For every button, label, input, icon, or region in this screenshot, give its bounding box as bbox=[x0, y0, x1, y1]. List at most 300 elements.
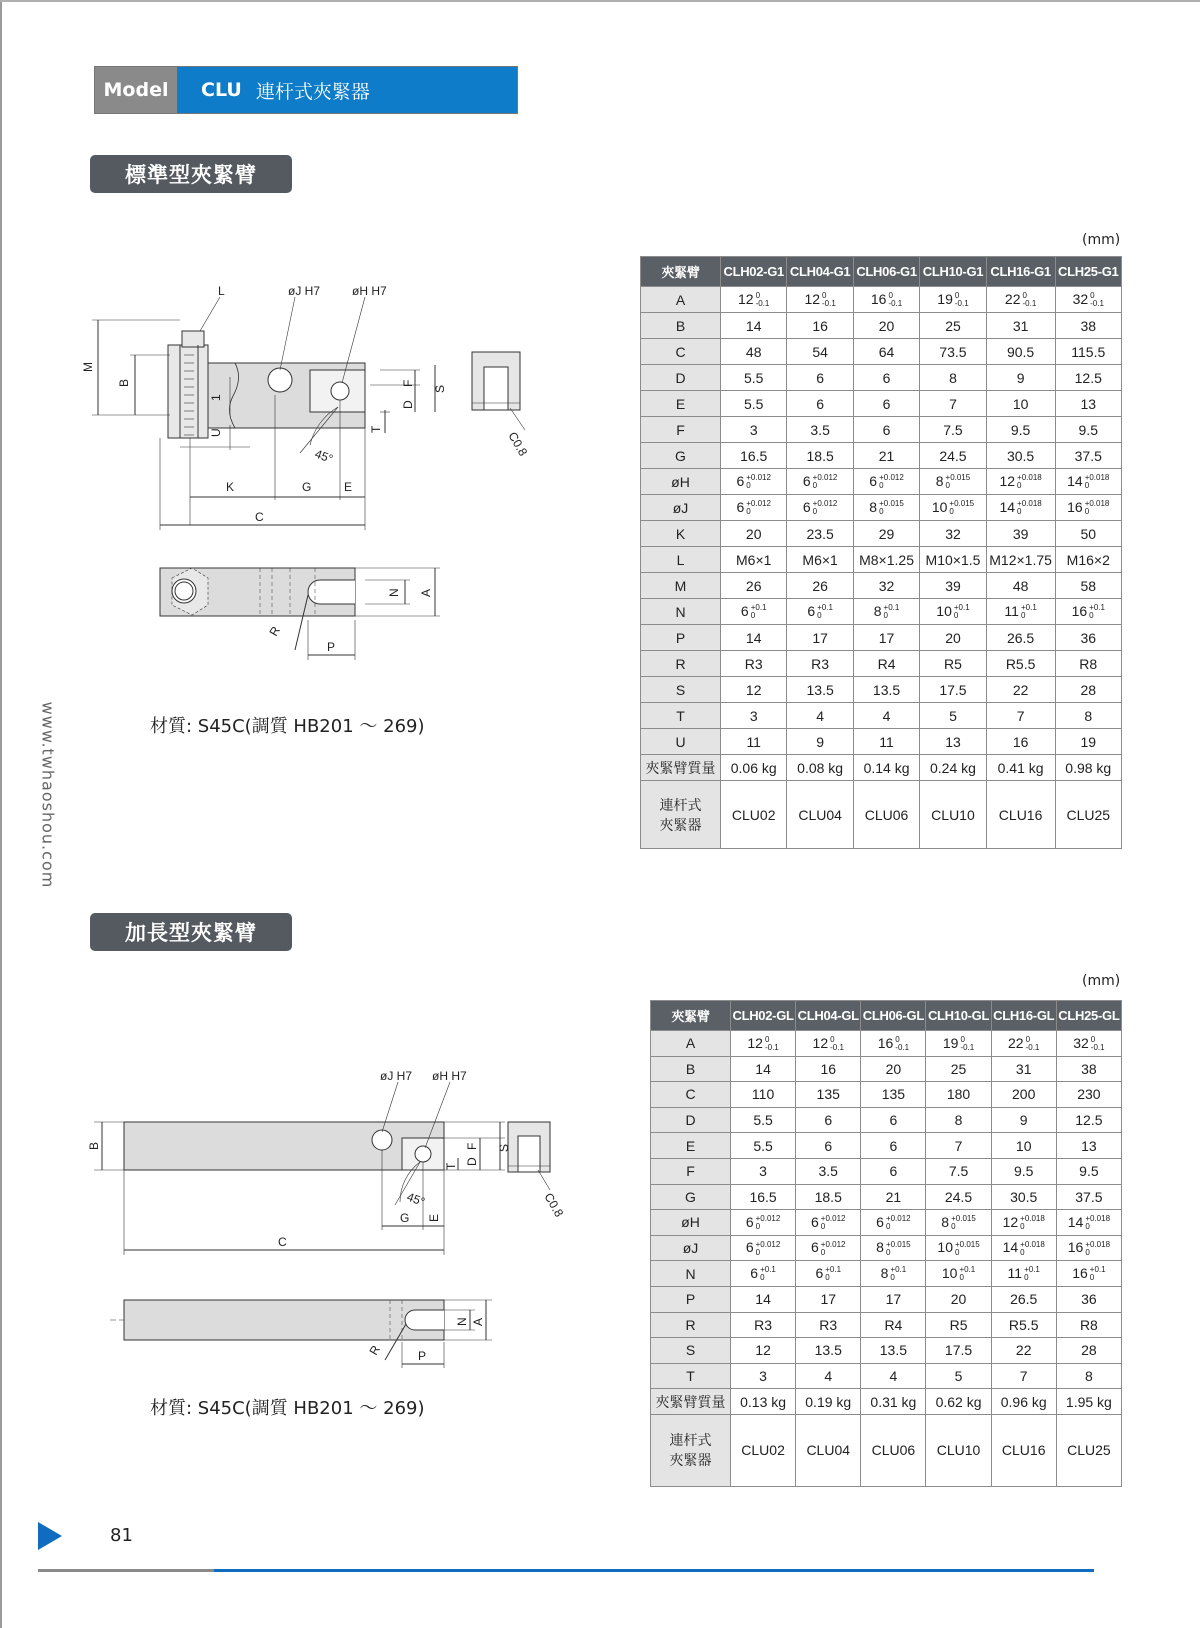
cell-value: 6 bbox=[824, 1137, 833, 1154]
table-row bbox=[641, 755, 1122, 781]
table-cell bbox=[986, 443, 1055, 469]
table-cell bbox=[861, 1107, 926, 1133]
cell-value: 0.08 kg bbox=[797, 759, 844, 776]
table-cell bbox=[1056, 1389, 1121, 1415]
model-cell: CLU25 bbox=[1055, 781, 1121, 849]
drawing1-label-U: U bbox=[209, 428, 223, 437]
table-cell bbox=[1056, 1286, 1121, 1312]
tolerance: +0.015 0 bbox=[949, 499, 975, 517]
table-cell bbox=[926, 1389, 991, 1415]
tolerance: 0 -0.1 bbox=[1025, 1034, 1040, 1052]
cell-value: 32 bbox=[945, 525, 961, 542]
cell-value: 17 bbox=[812, 629, 828, 646]
table-row bbox=[641, 547, 1122, 573]
cell-value: 12 bbox=[1002, 1213, 1019, 1230]
cell-value: 37.5 bbox=[1074, 447, 1102, 464]
table-cell bbox=[1056, 1082, 1121, 1108]
table-row bbox=[651, 1389, 1122, 1415]
drawing1-label-T: T bbox=[369, 425, 383, 433]
cell-value: 17.5 bbox=[944, 1342, 973, 1359]
cell-value: M10×1.5 bbox=[925, 551, 981, 568]
standard-arm-drawing bbox=[80, 285, 560, 685]
cell-value: 14 bbox=[755, 1060, 771, 1077]
cell-value: 7 bbox=[949, 395, 957, 412]
row-label: R bbox=[651, 1312, 731, 1338]
table-cell bbox=[721, 339, 787, 365]
standard-spec-table bbox=[640, 256, 1122, 849]
table-cell bbox=[986, 599, 1055, 625]
tolerance: 0 -0.1 bbox=[1090, 291, 1104, 309]
table-cell bbox=[861, 1031, 926, 1057]
tolerance: +0.1 0 bbox=[953, 603, 970, 621]
table-cell bbox=[1055, 677, 1121, 703]
side-url: www.twhaoshou.com bbox=[38, 701, 58, 889]
table-cell bbox=[787, 677, 853, 703]
cell-value: 12 bbox=[999, 472, 1016, 489]
table-cell bbox=[731, 1210, 796, 1236]
table-row bbox=[641, 573, 1122, 599]
cell-value: R4 bbox=[877, 655, 896, 672]
cell-value: 7 bbox=[1016, 707, 1025, 724]
cell-value: 31 bbox=[1015, 1060, 1032, 1077]
cell-value: 58 bbox=[1080, 577, 1097, 594]
cell-value: 32 bbox=[878, 577, 895, 594]
table-cell bbox=[861, 1056, 926, 1082]
cell-value: 6 bbox=[807, 602, 816, 619]
table-cell bbox=[991, 1056, 1056, 1082]
tolerance: +0.018 0 bbox=[1084, 499, 1110, 517]
cell-value: 12 bbox=[812, 1034, 829, 1051]
table-cell bbox=[1055, 521, 1121, 547]
cell-value: 0.62 kg bbox=[935, 1393, 982, 1410]
table-row bbox=[651, 1235, 1122, 1261]
tolerance: +0.015 0 bbox=[879, 499, 904, 517]
cell-value: 9 bbox=[816, 733, 825, 750]
cell-value: 22 bbox=[1015, 1342, 1032, 1359]
table-cell bbox=[920, 391, 986, 417]
cell-value: 24.5 bbox=[939, 447, 967, 464]
table-cell bbox=[926, 1107, 991, 1133]
table-cell bbox=[920, 469, 986, 495]
cell-value: 11 bbox=[1004, 602, 1019, 619]
table-cell bbox=[1055, 625, 1121, 651]
table-cell bbox=[920, 677, 986, 703]
table-cell bbox=[861, 1338, 926, 1364]
cell-value: 16 bbox=[870, 290, 887, 307]
footer-rule-accent bbox=[214, 1569, 1094, 1572]
cell-value: 22 bbox=[1004, 290, 1021, 307]
extended-spec-table bbox=[650, 1000, 1122, 1487]
table-cell bbox=[1056, 1184, 1121, 1210]
section-title-standard: 標準型夾緊臂 bbox=[90, 155, 292, 193]
cell-value: M8×1.25 bbox=[859, 551, 914, 568]
cell-value: 0.41 kg bbox=[997, 759, 1044, 776]
table-cell bbox=[721, 521, 787, 547]
cell-value: 16 bbox=[877, 1034, 894, 1051]
table-cell bbox=[853, 729, 919, 755]
cell-value: 12.5 bbox=[1075, 1112, 1103, 1129]
table-cell bbox=[920, 521, 986, 547]
table-cell bbox=[920, 495, 986, 521]
page-border-top bbox=[0, 0, 1200, 2]
table-cell bbox=[731, 1056, 796, 1082]
row-label: F bbox=[641, 417, 721, 443]
table-cell bbox=[1055, 469, 1121, 495]
cell-value: 9.5 bbox=[1013, 1163, 1034, 1180]
cell-value: 32 bbox=[1072, 290, 1089, 307]
column-header: CLH06-GL bbox=[861, 1001, 926, 1031]
table-row bbox=[651, 1158, 1122, 1184]
table-cell bbox=[861, 1363, 926, 1389]
cell-value: 6 bbox=[740, 602, 749, 619]
table-cell bbox=[731, 1338, 796, 1364]
cell-value: 38 bbox=[1080, 317, 1097, 334]
cell-value: 22 bbox=[1012, 681, 1029, 698]
cell-value: 3.5 bbox=[818, 1163, 838, 1180]
table-cell bbox=[861, 1210, 926, 1236]
row-label: A bbox=[641, 287, 721, 313]
cell-value: 16.5 bbox=[749, 1188, 777, 1205]
drawing2-label-F: F bbox=[465, 1142, 479, 1150]
cell-value: 17 bbox=[878, 629, 895, 646]
cell-value: 10 bbox=[1015, 1137, 1032, 1154]
cell-value: 37.5 bbox=[1075, 1188, 1103, 1205]
cell-value: 8 bbox=[949, 369, 957, 386]
cell-value: 14 bbox=[745, 317, 762, 334]
cell-value: R5.5 bbox=[1008, 1316, 1039, 1333]
cell-value: 13 bbox=[1081, 1137, 1097, 1154]
cell-value: M6×1 bbox=[802, 551, 838, 568]
table-cell bbox=[853, 339, 919, 365]
drawing2-label-T: T bbox=[444, 1162, 458, 1170]
table-row bbox=[651, 1056, 1122, 1082]
tolerance: +0.012 0 bbox=[812, 499, 838, 517]
cell-value: 8 bbox=[873, 602, 882, 619]
row-label: C bbox=[651, 1082, 731, 1108]
cell-value: 0.06 kg bbox=[730, 759, 777, 776]
table-cell bbox=[787, 495, 853, 521]
row-label: B bbox=[641, 313, 721, 339]
table-cell bbox=[1055, 313, 1121, 339]
tolerance: +0.1 0 bbox=[817, 603, 833, 621]
table-cell bbox=[787, 625, 853, 651]
table-cell bbox=[986, 547, 1055, 573]
cell-value: 6 bbox=[815, 1264, 824, 1281]
cell-value: 20 bbox=[945, 629, 961, 646]
cell-value: 230 bbox=[1077, 1086, 1101, 1103]
table-cell bbox=[787, 391, 853, 417]
column-header: CLH02-GL bbox=[731, 1001, 796, 1031]
cell-value: 0.96 kg bbox=[1000, 1393, 1047, 1410]
model-cell: CLU16 bbox=[986, 781, 1055, 849]
table-row bbox=[651, 1133, 1122, 1159]
cell-value: 0.31 kg bbox=[870, 1393, 917, 1410]
table-cell bbox=[1056, 1338, 1121, 1364]
cell-value: 8 bbox=[941, 1213, 950, 1230]
drawing1-label-M: M bbox=[81, 362, 95, 372]
table-row bbox=[641, 287, 1122, 313]
table-row bbox=[641, 495, 1122, 521]
row-label: øH bbox=[641, 469, 721, 495]
column-header: CLH16-G1 bbox=[986, 257, 1055, 287]
table-cell bbox=[1055, 573, 1121, 599]
cell-value: R5.5 bbox=[1005, 655, 1036, 672]
table-cell bbox=[853, 391, 919, 417]
row-label: E bbox=[641, 391, 721, 417]
table-cell bbox=[1055, 417, 1121, 443]
tolerance: +0.018 0 bbox=[1020, 1214, 1045, 1232]
table-cell bbox=[1056, 1158, 1121, 1184]
drawing1-label-S: S bbox=[433, 384, 447, 393]
table-cell bbox=[926, 1210, 991, 1236]
cell-value: 3 bbox=[749, 707, 758, 724]
table-cell bbox=[920, 287, 986, 313]
cell-value: 10 bbox=[931, 498, 948, 515]
row-label: P bbox=[641, 625, 721, 651]
tolerance: 0 -0.1 bbox=[888, 291, 903, 309]
row-label: 夾緊臂質量 bbox=[641, 755, 721, 781]
table-row bbox=[641, 365, 1122, 391]
table-row bbox=[641, 625, 1122, 651]
table-cell bbox=[1055, 495, 1121, 521]
cell-value: 4 bbox=[882, 707, 891, 724]
model-code: CLU bbox=[201, 79, 242, 101]
cell-value: M12×1.75 bbox=[989, 551, 1052, 568]
table-cell bbox=[926, 1082, 991, 1108]
cell-value: 6 bbox=[750, 1264, 759, 1281]
tolerance: +0.015 0 bbox=[951, 1214, 976, 1232]
table-cell bbox=[991, 1389, 1056, 1415]
table-cell bbox=[986, 313, 1055, 339]
drawing1-label-K: K bbox=[226, 480, 235, 494]
cell-value: 5 bbox=[954, 1368, 963, 1385]
column-header: CLH04-G1 bbox=[787, 257, 853, 287]
table-cell bbox=[986, 495, 1055, 521]
table-cell bbox=[991, 1158, 1056, 1184]
table-cell bbox=[920, 651, 986, 677]
cell-value: 200 bbox=[1012, 1086, 1036, 1103]
cell-value: 8 bbox=[935, 472, 944, 489]
table-cell bbox=[721, 287, 787, 313]
table-cell bbox=[731, 1235, 796, 1261]
table-row bbox=[651, 1107, 1122, 1133]
cell-value: 29 bbox=[878, 525, 895, 542]
material-note-standard: 材質: S45C(調質 HB201 ～ 269) bbox=[150, 716, 425, 737]
cell-value: 6 bbox=[882, 369, 891, 386]
table-cell bbox=[986, 391, 1055, 417]
model-cell: CLU10 bbox=[920, 781, 986, 849]
unit-label-2: (mm) bbox=[1082, 973, 1121, 989]
table-cell bbox=[853, 599, 919, 625]
cell-value: 115.5 bbox=[1071, 343, 1106, 360]
table-cell bbox=[1056, 1056, 1121, 1082]
cell-value: 5.5 bbox=[743, 395, 764, 412]
row-label: S bbox=[641, 677, 721, 703]
table-row bbox=[651, 1210, 1122, 1236]
table-cell bbox=[1055, 729, 1121, 755]
table-cell bbox=[731, 1107, 796, 1133]
cell-value: 13.5 bbox=[814, 1342, 842, 1359]
column-header: CLH25-GL bbox=[1056, 1001, 1121, 1031]
tolerance: 0 -0.1 bbox=[755, 291, 770, 309]
table-row bbox=[641, 729, 1122, 755]
model-cell: CLU06 bbox=[861, 1414, 926, 1486]
cell-value: 12 bbox=[755, 1342, 771, 1359]
cell-value: 16 bbox=[1071, 602, 1088, 619]
drawing1-label-G: G bbox=[302, 480, 312, 494]
cell-value: 3 bbox=[759, 1163, 767, 1180]
cell-value: 16.5 bbox=[740, 447, 768, 464]
row-label: A bbox=[651, 1031, 731, 1057]
cell-value: 14 bbox=[1067, 472, 1083, 489]
cell-value: 13.5 bbox=[806, 681, 834, 698]
cell-value: 8 bbox=[1084, 1368, 1093, 1385]
table-cell bbox=[796, 1158, 861, 1184]
table-cell bbox=[787, 573, 853, 599]
cell-value: 6 bbox=[745, 1239, 754, 1256]
cell-value: M16×2 bbox=[1066, 551, 1110, 568]
table-row bbox=[641, 599, 1122, 625]
page-arrow-icon bbox=[38, 1522, 62, 1550]
cell-value: 5.5 bbox=[753, 1137, 773, 1154]
table-cell bbox=[991, 1235, 1056, 1261]
table-cell bbox=[926, 1133, 991, 1159]
page-number: 81 bbox=[110, 1525, 133, 1546]
drawing2-label-S: S bbox=[497, 1143, 511, 1152]
cell-value: 25 bbox=[945, 317, 961, 334]
row-label: E bbox=[651, 1133, 731, 1159]
cell-value: 16 bbox=[1012, 733, 1029, 750]
table-cell bbox=[920, 417, 986, 443]
row-label: K bbox=[641, 521, 721, 547]
tolerance: +0.012 0 bbox=[879, 473, 904, 491]
cell-value: R3 bbox=[811, 655, 830, 672]
drawing1-label-H: øH H7 bbox=[352, 285, 387, 298]
table-cell bbox=[1055, 599, 1121, 625]
table-cell bbox=[787, 469, 853, 495]
drawing2-label-J: øJ H7 bbox=[380, 1070, 413, 1083]
table-cell bbox=[721, 573, 787, 599]
table-cell bbox=[853, 573, 919, 599]
cell-value: 0.13 kg bbox=[740, 1393, 787, 1410]
table-row bbox=[641, 651, 1122, 677]
table-cell bbox=[1055, 651, 1121, 677]
table-cell bbox=[787, 521, 853, 547]
table-cell bbox=[796, 1261, 861, 1287]
table-cell bbox=[731, 1312, 796, 1338]
cell-value: 32 bbox=[1073, 1034, 1089, 1051]
unit-label-1: (mm) bbox=[1082, 232, 1121, 248]
table-cell bbox=[787, 703, 853, 729]
table-cell bbox=[853, 365, 919, 391]
drawing1-label-R: R bbox=[266, 623, 283, 639]
table-cell bbox=[986, 287, 1055, 313]
section-title-extended: 加長型夾緊臂 bbox=[90, 913, 292, 951]
tolerance: +0.1 0 bbox=[1089, 603, 1105, 621]
cell-value: 36 bbox=[1080, 629, 1097, 646]
tolerance: 0 -0.1 bbox=[895, 1034, 910, 1052]
table-row bbox=[651, 1184, 1122, 1210]
tolerance: 0 -0.1 bbox=[822, 291, 836, 309]
table-cell bbox=[1056, 1261, 1121, 1287]
table-cell bbox=[926, 1184, 991, 1210]
cell-value: R3 bbox=[754, 1316, 773, 1333]
cell-value: 16 bbox=[820, 1060, 837, 1077]
table-cell bbox=[991, 1184, 1056, 1210]
table-cell bbox=[926, 1056, 991, 1082]
table-cell bbox=[991, 1261, 1056, 1287]
table-cell bbox=[853, 495, 919, 521]
table-cell bbox=[920, 573, 986, 599]
column-header: CLH25-G1 bbox=[1055, 257, 1121, 287]
table-cell bbox=[926, 1338, 991, 1364]
cell-value: 6 bbox=[816, 369, 825, 386]
table-row-model bbox=[641, 781, 1122, 849]
table-cell bbox=[1055, 287, 1121, 313]
table-cell bbox=[1055, 443, 1121, 469]
cell-value: 26.5 bbox=[1010, 1291, 1038, 1308]
row-label: G bbox=[641, 443, 721, 469]
table-cell bbox=[721, 755, 787, 781]
cell-value: 8 bbox=[1084, 707, 1093, 724]
cell-value: 13.5 bbox=[872, 681, 901, 698]
cell-value: 6 bbox=[889, 1112, 898, 1129]
cell-value: 135 bbox=[816, 1086, 840, 1103]
drawing2-label-E: E bbox=[427, 1213, 441, 1222]
cell-value: 9.5 bbox=[1010, 421, 1031, 438]
table-cell bbox=[926, 1286, 991, 1312]
model-cell: CLU10 bbox=[926, 1414, 991, 1486]
tolerance: +0.018 0 bbox=[1017, 473, 1042, 491]
table-cell bbox=[787, 599, 853, 625]
table-cell bbox=[986, 625, 1055, 651]
tolerance: +0.1 0 bbox=[883, 603, 900, 621]
table-cell bbox=[721, 703, 787, 729]
table-cell bbox=[861, 1261, 926, 1287]
table-row bbox=[641, 443, 1122, 469]
table-row bbox=[651, 1261, 1122, 1287]
cell-value: 16 bbox=[812, 317, 828, 334]
table-cell bbox=[1056, 1363, 1121, 1389]
cell-value: 0.19 kg bbox=[805, 1393, 852, 1410]
table-cell bbox=[853, 651, 919, 677]
cell-value: R8 bbox=[1079, 1316, 1098, 1333]
table-cell bbox=[731, 1286, 796, 1312]
table-cell bbox=[1056, 1312, 1121, 1338]
drawing1-label-B: B bbox=[117, 378, 131, 387]
cell-value: 28 bbox=[1081, 1342, 1097, 1359]
row-label: N bbox=[641, 599, 721, 625]
drawing2-label-G: G bbox=[400, 1211, 410, 1225]
row-label: 夾緊臂質量 bbox=[651, 1389, 731, 1415]
cell-value: 10 bbox=[936, 602, 952, 619]
table-cell bbox=[991, 1363, 1056, 1389]
tolerance: +0.015 0 bbox=[885, 1239, 911, 1257]
cell-value: 6 bbox=[869, 472, 878, 489]
model-cell: CLU16 bbox=[991, 1414, 1056, 1486]
cell-value: 6 bbox=[810, 1239, 819, 1256]
table-cell bbox=[853, 677, 919, 703]
table-cell bbox=[1055, 703, 1121, 729]
cell-value: 13 bbox=[945, 733, 961, 750]
drawing1-label-N: N bbox=[387, 588, 401, 597]
cell-value: 12.5 bbox=[1074, 369, 1102, 386]
column-header: CLH02-G1 bbox=[721, 257, 787, 287]
column-header: CLH04-GL bbox=[796, 1001, 861, 1031]
cell-value: 0.98 kg bbox=[1065, 759, 1112, 776]
row-label: 連杆式夾緊器 bbox=[651, 1414, 731, 1486]
table-cell bbox=[991, 1031, 1056, 1057]
